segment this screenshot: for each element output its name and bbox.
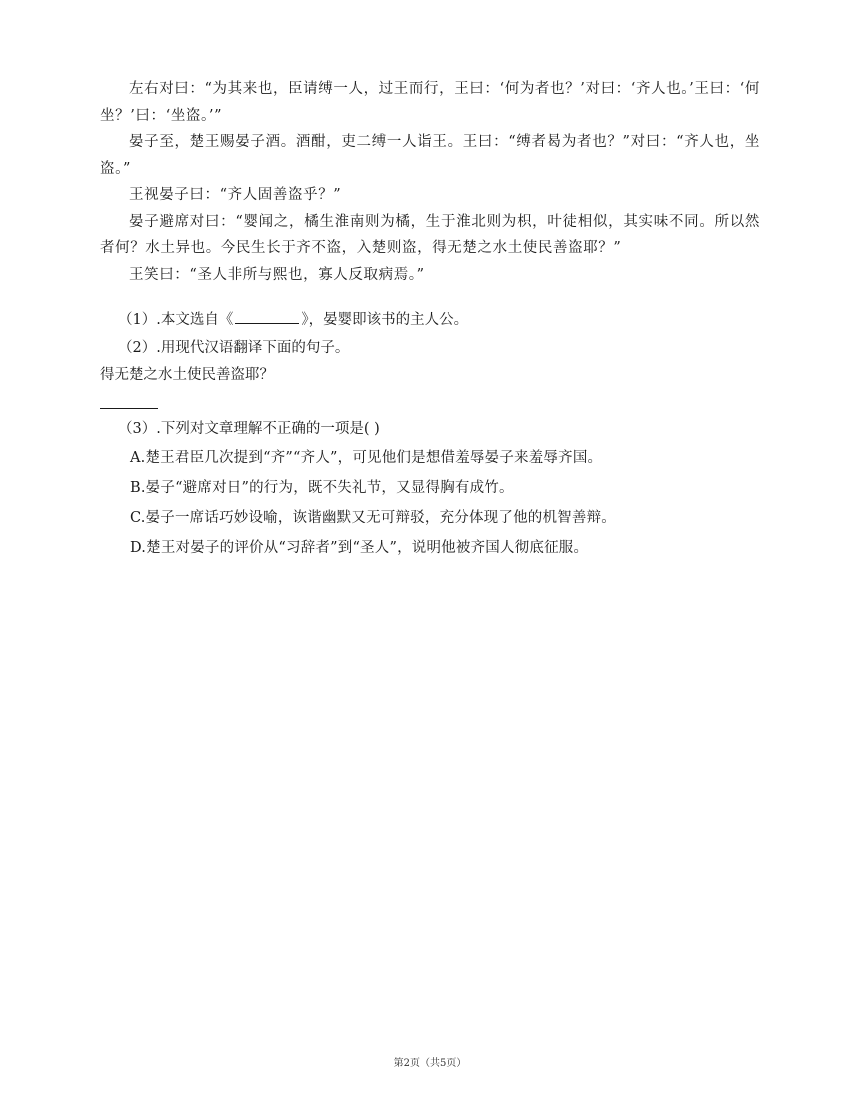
page-footer: 第2页（共5页）: [393, 1058, 467, 1069]
questions-section: [100, 306, 760, 563]
question-1-prefix: （1）.本文选自《: [118, 312, 234, 328]
answer-blank[interactable]: [235, 309, 299, 324]
passage-paragraph: 晏子至，楚王赐晏子酒。酒酣，吏二缚一人诣王。王曰：“缚者曷为者也？”对曰：“齐人也，坐盗。”: [100, 134, 760, 177]
option-b[interactable]: B.晏子“避席对日”的行为，既不失礼节，又显得胸有成竹。: [130, 480, 514, 496]
question-1-suffix: 》，晏婴即该书的主人公。: [301, 312, 469, 328]
question-3: （3）.下列对文章理解不正确的一项是( ): [118, 421, 380, 437]
option-a[interactable]: A.楚王君臣几次提到“齐”“齐人”，可见他们是想借羞辱晏子来羞辱齐国。: [130, 450, 603, 466]
answer-line[interactable]: [100, 388, 158, 409]
question-2: （2）.用现代汉语翻译下面的句子。: [118, 340, 350, 356]
question-1: [100, 306, 760, 334]
option-d[interactable]: D.楚王对晏子的评价从“习辞者”到“圣人”，说明他被齐国人彻底征服。: [130, 540, 589, 556]
passage-paragraph: 王笑曰：“圣人非所与熙也，寡人反取病焉。”: [129, 266, 425, 283]
translation-sentence: 得无楚之水土使民善盗耶？: [100, 367, 274, 383]
passage-paragraph: 王视晏子曰：“齐人固善盗乎？”: [129, 187, 342, 203]
passage-paragraph: 晏子避席对曰：“婴闻之，橘生淮南则为橘，生于淮北则为枳，叶徒相似，其实味不同。所以然者何？水土异也。今民生长于齐不盗，入楚则盗，得无楚之水土使民善盗耶？”: [100, 213, 760, 256]
classical-passage: [100, 76, 760, 288]
passage-paragraph: 左右对曰：“为其来也，臣请缚一人，过王而行，王曰：‘何为者也？’对曰：‘齐人也。’王曰：‘何坐？’曰：‘坐盗。’”: [100, 81, 760, 124]
option-c[interactable]: C.晏子一席话巧妙设喻，诙谐幽默又无可辩驳，充分体现了他的机智善辩。: [130, 510, 616, 526]
